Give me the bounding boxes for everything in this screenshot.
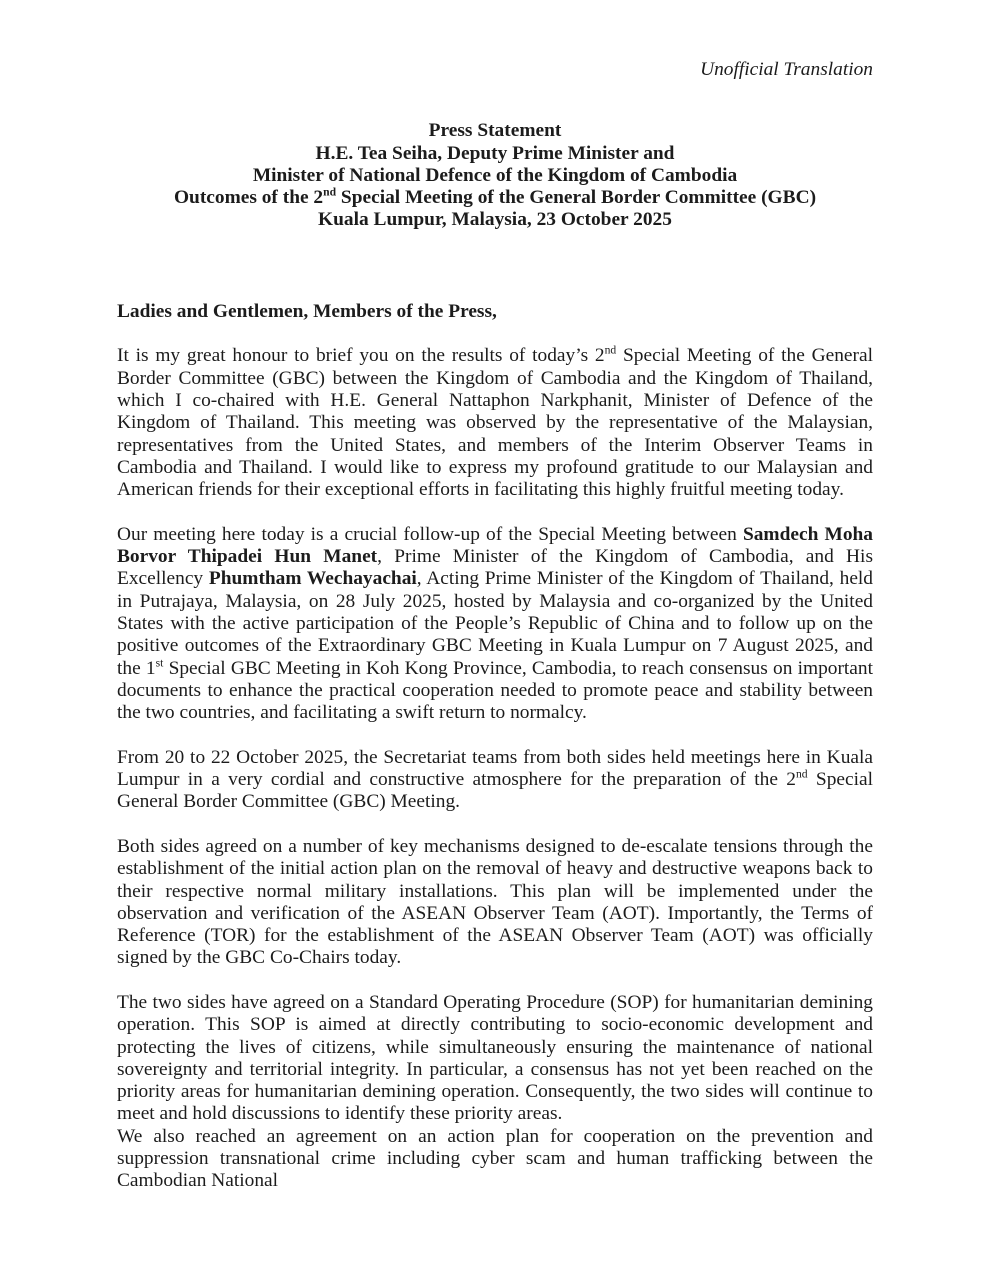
document-content bbox=[117, 0, 873, 1193]
paragraph-demining-sop: The two sides have agreed on a Standard Operating Procedure (SOP) for humanitarian demining operation. This SOP is aimed at directly contributing to socio-economic development and protecting the lives of citizens, while simultaneously ensuring the maintenance of national sovereignty and territorial integrity. In particular, a consensus has not yet been reached on the priority areas for humanitarian demining operation. Consequently, the two sides will continue to meet and hold discussions to identify these priority areas. bbox=[117, 991, 873, 1125]
title-line-location-date: Kuala Lumpur, Malaysia, 23 October 2025 bbox=[318, 209, 672, 231]
title-line-press-statement: Press Statement bbox=[428, 120, 562, 142]
paragraph-intro-results: It is my great honour to brief you on the results of today’s 2nd Special Meeting of the General Border Committee (GBC) between the Kingdom of Cambodia and the Kingdom of Thailand, which I co-chaired with H.E. General Nattaphon Narkphanit, Minister of Defence of the Kingdom of Thailand. This meeting was observed by the representative of the Malaysian, representatives from the United States, and members of the Interim Observer Teams in Cambodia and Thailand. I would like to express my profound gratitude to our Malaysian and American friends for their exceptional efforts in facilitating this highly fruitful meeting today. bbox=[117, 343, 873, 501]
translation-note: Unofficial Translation bbox=[700, 59, 873, 80]
paragraph-secretariat-preparation: From 20 to 22 October 2025, the Secretariat teams from both sides held meetings here in Kuala Lumpur in a very cordial and constructive atmosphere for the preparation of the 2nd Special General Border Committee (GBC) Meeting. bbox=[117, 746, 873, 813]
title-line-meeting-outcomes: Outcomes of the 2nd Special Meeting of the General Border Committee (GBC) bbox=[173, 185, 817, 209]
document-title-block bbox=[117, 120, 873, 231]
paragraph-follow-up-special-meeting: Our meeting here today is a crucial follow-up of the Special Meeting between Samdech Moha Borvor Thipadei Hun Manet, Prime Minister of the Kingdom of Cambodia, and His Excellency Phumtham Wechayachai, Acting Prime Minister of the Kingdom of Thailand, held in Putrajaya, Malaysia, on 28 July 2025, hosted by Malaysia and co-organized by the United States with the active participation of the People’s Republic of China and to follow up on the positive outcomes of the Extraordinary GBC Meeting in Kuala Lumpur on 7 August 2025, and the 1st Special GBC Meeting in Koh Kong Province, Cambodia, to reach consensus on important documents to enhance the practical cooperation needed to promote peace and stability between the two countries, and facilitating a swift return to normalcy. bbox=[117, 523, 874, 724]
paragraph-deescalation-mechanisms: Both sides agreed on a number of key mechanisms designed to de-escalate tensions through the establishment of the initial action plan on the removal of heavy and destructive weapons back to their respective normal military installations. This plan will be implemented under the observation and verification of the ASEAN Observer Team (AOT). Importantly, the Terms of Reference (TOR) for the establishment of the ASEAN Observer Team (AOT) was officially signed by the GBC Co-Chairs today. bbox=[117, 835, 873, 969]
salutation-line: Ladies and Gentlemen, Members of the Press, bbox=[117, 300, 497, 322]
paragraph-crime-cooperation: We also reached an agreement on an action plan for cooperation on the prevention and suppression transnational crime including cyber scam and human trafficking between the Cambodian National bbox=[117, 1125, 873, 1192]
title-line-speaker-name: H.E. Tea Seiha, Deputy Prime Minister and bbox=[315, 142, 675, 164]
title-line-minister-role: Minister of National Defence of the Kingdom of Cambodia bbox=[252, 164, 738, 186]
